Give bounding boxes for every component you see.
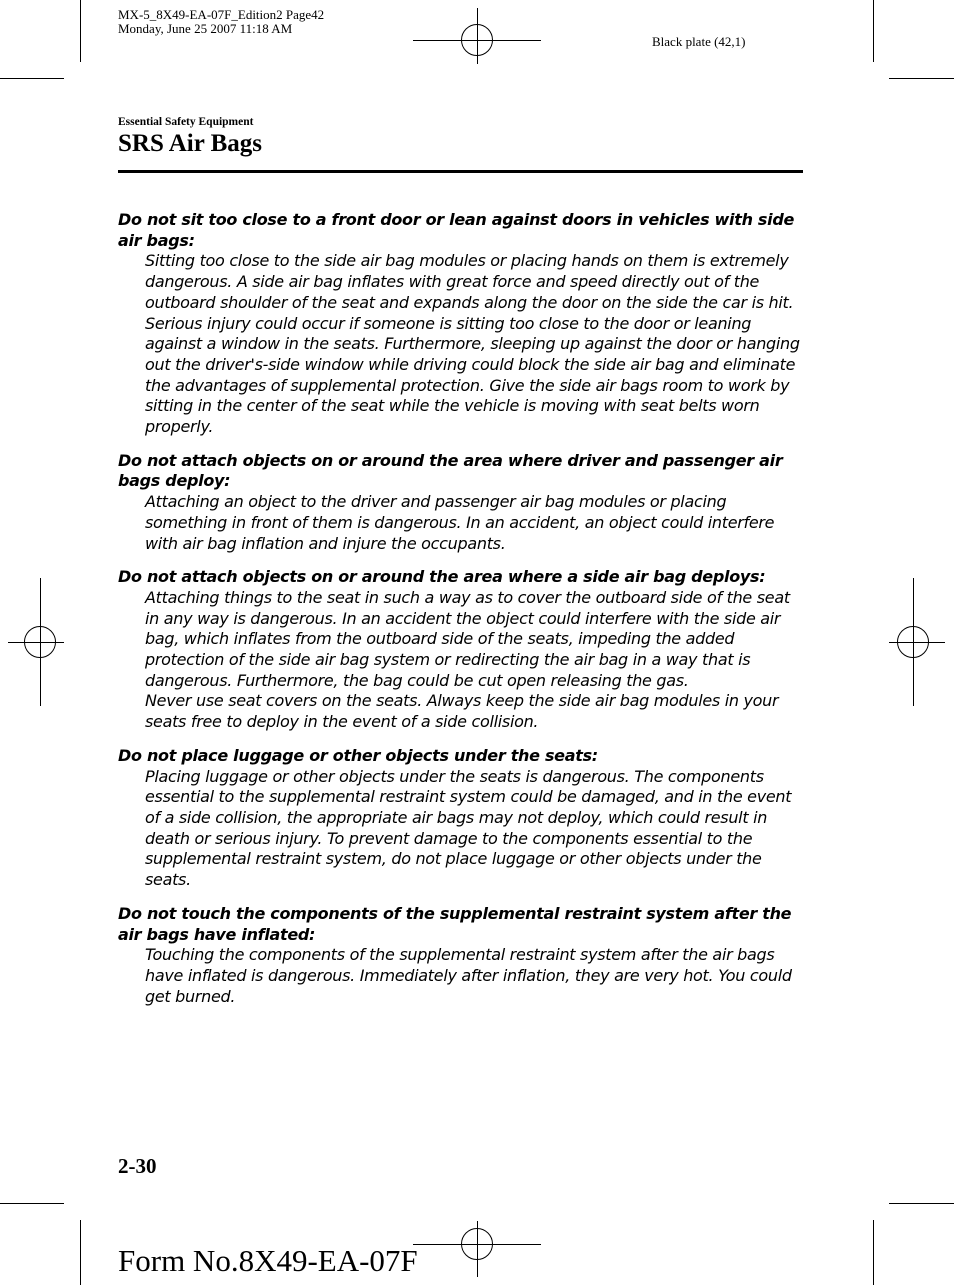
warning-paragraph: Attaching an object to the driver and passenger air bag modules or placing something in front of them is dangerous. In an accident, an object could interfere with air bag inflation and injure the occupants. [145, 492, 775, 553]
crop-mark [80, 0, 81, 62]
warning-item [118, 210, 808, 438]
crop-mark [889, 78, 954, 79]
warning-body [145, 492, 808, 554]
crop-mark [873, 1220, 874, 1285]
print-date-line: Monday, June 25 2007 11:18 AM [118, 21, 293, 36]
warning-item [118, 567, 808, 733]
warning-body [145, 945, 808, 1007]
warning-body [145, 588, 808, 733]
crop-mark [0, 1203, 64, 1204]
crop-mark [80, 1220, 81, 1285]
warning-paragraph: Touching the components of the supplemental restraint system after the air bags have inflated is dangerous. Immediately after inflation, they are very hot. You could get burned. [145, 945, 792, 1006]
crop-mark [0, 78, 64, 79]
form-number: Form No.8X49-EA-07F [118, 1243, 418, 1278]
warning-paragraph: Attaching things to the seat in such a way as to cover the outboard side of the seat in any way is dangerous. In an accident the object could interfere with the side air bag, which inflates from the outboard side of the seats, impeding the added protection of the side air bag system or redirecting the air bag in a way that is dangerous. Furthermore, the bag could be cut open releasing the gas. [145, 587, 790, 690]
warning-heading: Do not attach objects on or around the area where a side air bag deploys: [118, 567, 766, 587]
warning-body [145, 251, 808, 437]
warning-heading: Do not place luggage or other objects under the seats: [118, 745, 598, 765]
print-job-header [118, 8, 324, 36]
warning-heading: Do not touch the components of the supplemental restraint system after the air bags have inflated: [118, 903, 792, 944]
page-number: 2-30 [118, 1154, 157, 1178]
warning-item [118, 451, 808, 555]
registration-circle [461, 1228, 493, 1260]
warning-paragraph: Sitting too close to the side air bag modules or placing hands on them is extremely dangerous. A side air bag inflates with great force and speed directly out of the outboard shoulder of the seat and expands along the door on the side the car is hit. Serious injury could occur if someone is sitting too close to the door or leaning against a window in the seats. Furthermore, sleeping up against the door or hanging out the driver's-side window while driving could block the side air bag and eliminate the advantages of supplemental protection. Give the side air bags room to work by sitting in the center of the seat while the vehicle is moving with seat belts worn properly. [145, 251, 800, 437]
warning-body [145, 767, 808, 891]
registration-circle [461, 24, 493, 56]
registration-circle [24, 626, 56, 658]
warning-heading: Do not attach objects on or around the area where driver and passenger air bags deploy: [118, 450, 783, 491]
crop-mark [873, 0, 874, 62]
warning-item [118, 746, 808, 891]
warning-heading: Do not sit too close to a front door or lean against doors in vehicles with side air bags: [118, 210, 795, 250]
warning-paragraph: Never use seat covers on the seats. Always keep the side air bag modules in your seats free to deploy in the event of a side collision. [145, 691, 779, 732]
registration-circle [897, 626, 929, 658]
print-job-line: MX-5_8X49-EA-07F_Edition2 Page42 [118, 7, 325, 22]
warning-paragraph: Placing luggage or other objects under the seats is dangerous. The components essential to the supplemental restraint system could be damaged, and in the event of a side collision, the appropriate air bags may not deploy, which could result in death or serious injury. To prevent damage to the components essential to the supplemental restraint system, do not place luggage or other objects under the seats. [145, 766, 792, 890]
plate-label: Black plate (42,1) [652, 34, 746, 49]
section-label: Essential Safety Equipment [118, 116, 254, 128]
crop-mark [889, 1203, 954, 1204]
warning-item [118, 904, 808, 1008]
title-rule [118, 170, 803, 173]
page-title: SRS Air Bags [118, 130, 263, 157]
warnings-list [118, 210, 808, 1020]
